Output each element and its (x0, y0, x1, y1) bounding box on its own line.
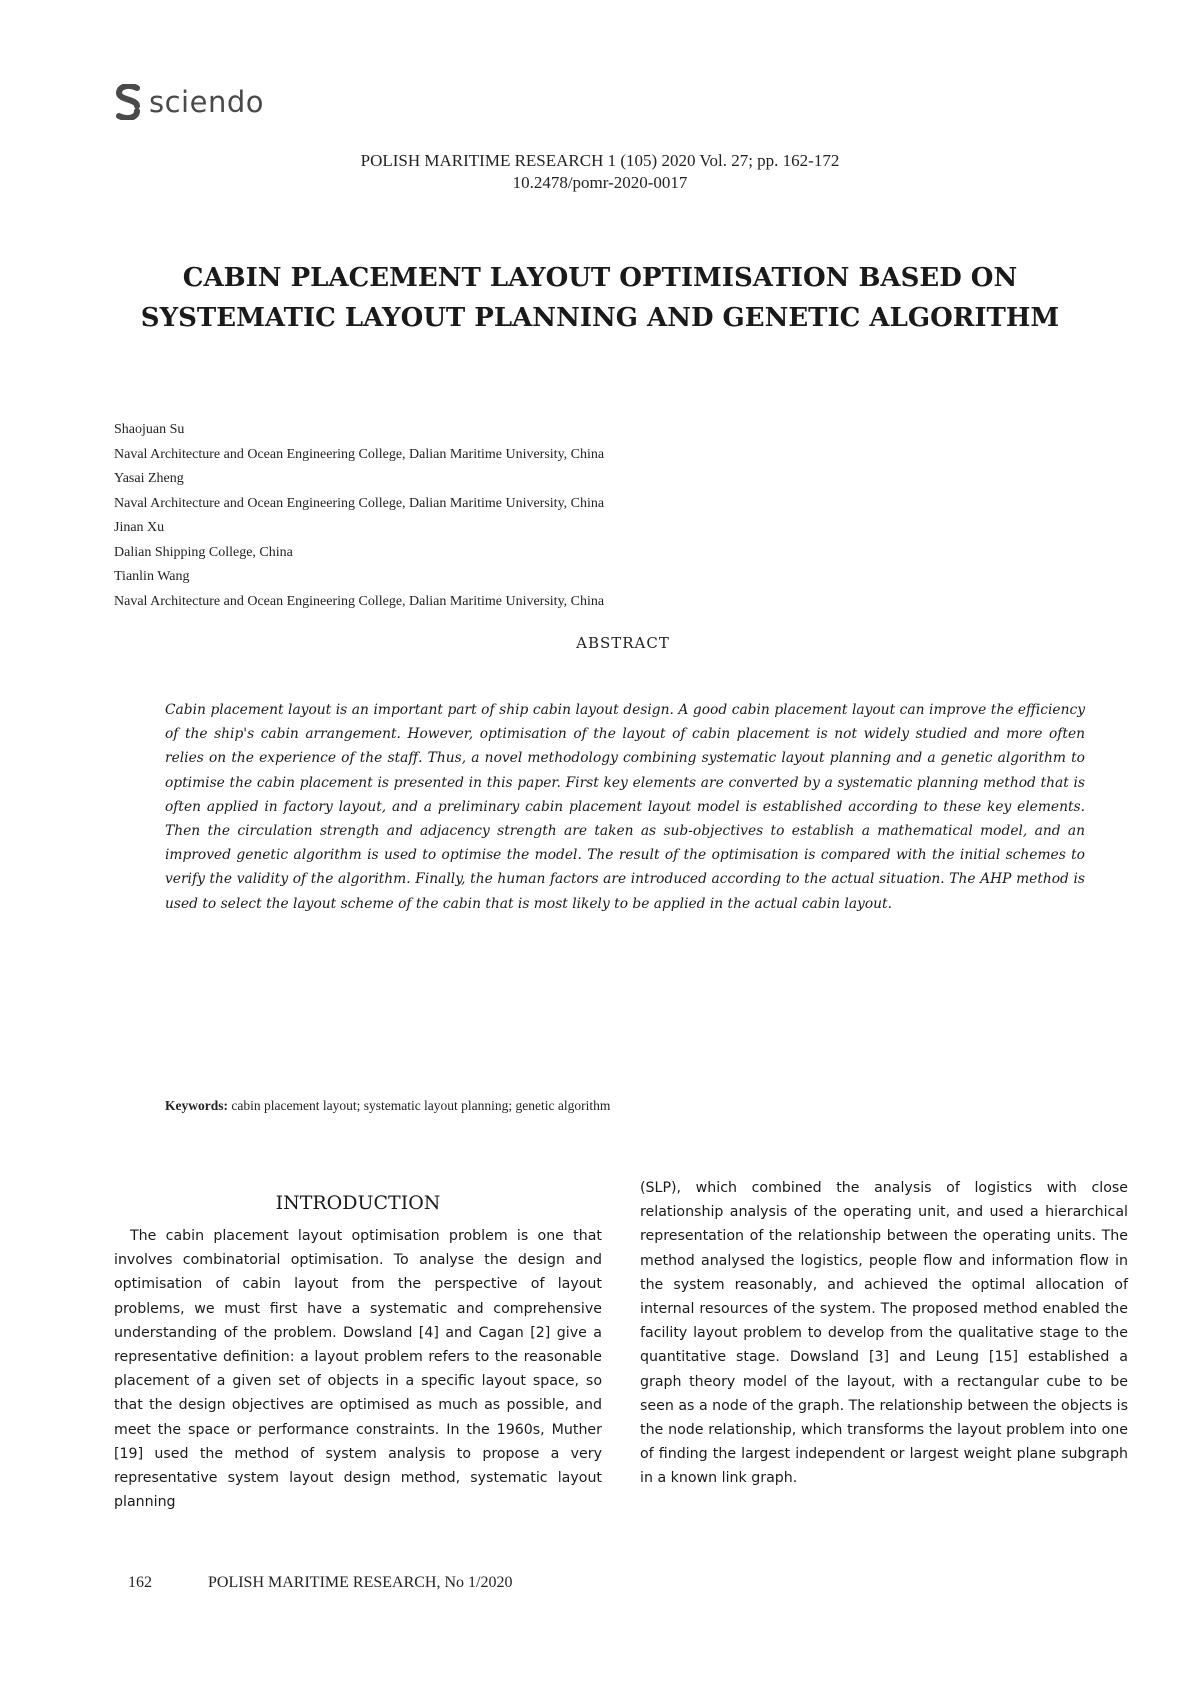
author-name: Yasai Zheng (114, 471, 184, 486)
footer-journal: POLISH MARITIME RESEARCH, No 1/2020 (208, 1574, 513, 1591)
author-list (114, 418, 1014, 614)
right-column (640, 1176, 1128, 1491)
author-affiliation: Dalian Shipping College, China (114, 544, 293, 560)
journal-info (0, 150, 1200, 194)
author-affiliation: Naval Architecture and Ocean Engineering College, Dalian Maritime University, China (114, 495, 605, 511)
introduction-heading: INTRODUCTION (275, 1192, 441, 1214)
title-line-2: SYSTEMATIC LAYOUT PLANNING AND GENETIC ALGORITHM (140, 303, 1060, 333)
logo-text: sciendo (149, 85, 264, 119)
sciendo-s-logo-icon (115, 84, 141, 120)
introduction-paragraph-right: (SLP), which combined the analysis of logistics with close relationship analysis of the operating unit, and used a hierarchical representation of the relationship between the operating units. The method analysed the logistics, people flow and information flow in the system reasonably, and achieved the optimal allocation of internal resources of the system. The proposed method enabled the facility layout problem to develop from the qualitative stage to the quantitative stage. Dowsland [3] and Leung [15] established a graph theory model of the layout, with a rectangular cube to be seen as a node of the graph. The relationship between the objects is the node relationship, which transforms the layout problem into one of finding the largest independent or largest weight plane subgraph in a known link graph. (640, 1180, 1128, 1487)
left-column (114, 1176, 602, 1514)
introduction-paragraph-left: The cabin placement layout optimisation problem is one that involves combinatorial optimisation. To analyse the design and optimisation of cabin layout from the perspective of layout problems, we must first have a systematic and comprehensive understanding of the problem. Dowsland [4] and Cagan [2] give a representative definition: a layout problem refers to the reasonable placement of a given set of objects in a specific layout space, so that the design objectives are optimised as much as possible, and meet the space or performance constraints. In the 1960s, Muther [19] used the method of system analysis to propose a very representative system layout design method, systematic layout planning (114, 1228, 602, 1511)
journal-doi: 10.2478/pomr-2020-0017 (512, 173, 688, 192)
page-footer (128, 1574, 512, 1592)
abstract-text: Cabin placement layout is an important part of ship cabin layout design. A good cabin placement layout can improve the efficiency of the ship's cabin arrangement. However, optimisation of the layout of cabin placement is not widely studied and more often relies on the experience of the staff. Thus, a novel methodology combining systematic layout planning and a genetic algorithm to optimise the cabin placement is presented in this paper. First key elements are converted by a systematic planning method that is often applied in factory layout, and a preliminary cabin placement layout model is established according to these key elements. Then the circulation strength and adjacency strength are taken as sub-objectives to establish a mathematical model, and an improved genetic algorithm is used to optimise the model. The result of the optimisation is compared with the initial schemes to verify the validity of the algorithm. Finally, the human factors are introduced according to the actual situation. The AHP method is used to select the layout scheme of the cabin that is most likely to be applied in the actual cabin layout. (165, 702, 1085, 912)
author-affiliation: Naval Architecture and Ocean Engineering College, Dalian Maritime University, China (114, 446, 605, 462)
keywords-label: Keywords: (165, 1098, 228, 1113)
page-number: 162 (128, 1574, 152, 1591)
paper-title (60, 258, 1140, 338)
title-line-1: CABIN PLACEMENT LAYOUT OPTIMISATION BASED ON (182, 263, 1018, 293)
abstract-heading: ABSTRACT (576, 634, 670, 652)
author-name: Jinan Xu (114, 520, 165, 535)
journal-citation: POLISH MARITIME RESEARCH 1 (105) 2020 Vol. 27; pp. 162-172 (360, 151, 840, 170)
keywords (165, 1098, 1065, 1114)
sciendo-logo (115, 84, 264, 120)
author-affiliation: Naval Architecture and Ocean Engineering College, Dalian Maritime University, China (114, 593, 605, 609)
author-name: Shaojuan Su (114, 422, 185, 437)
author-name: Tianlin Wang (114, 569, 190, 584)
keywords-text: cabin placement layout; systematic layout planning; genetic algorithm (228, 1098, 611, 1113)
